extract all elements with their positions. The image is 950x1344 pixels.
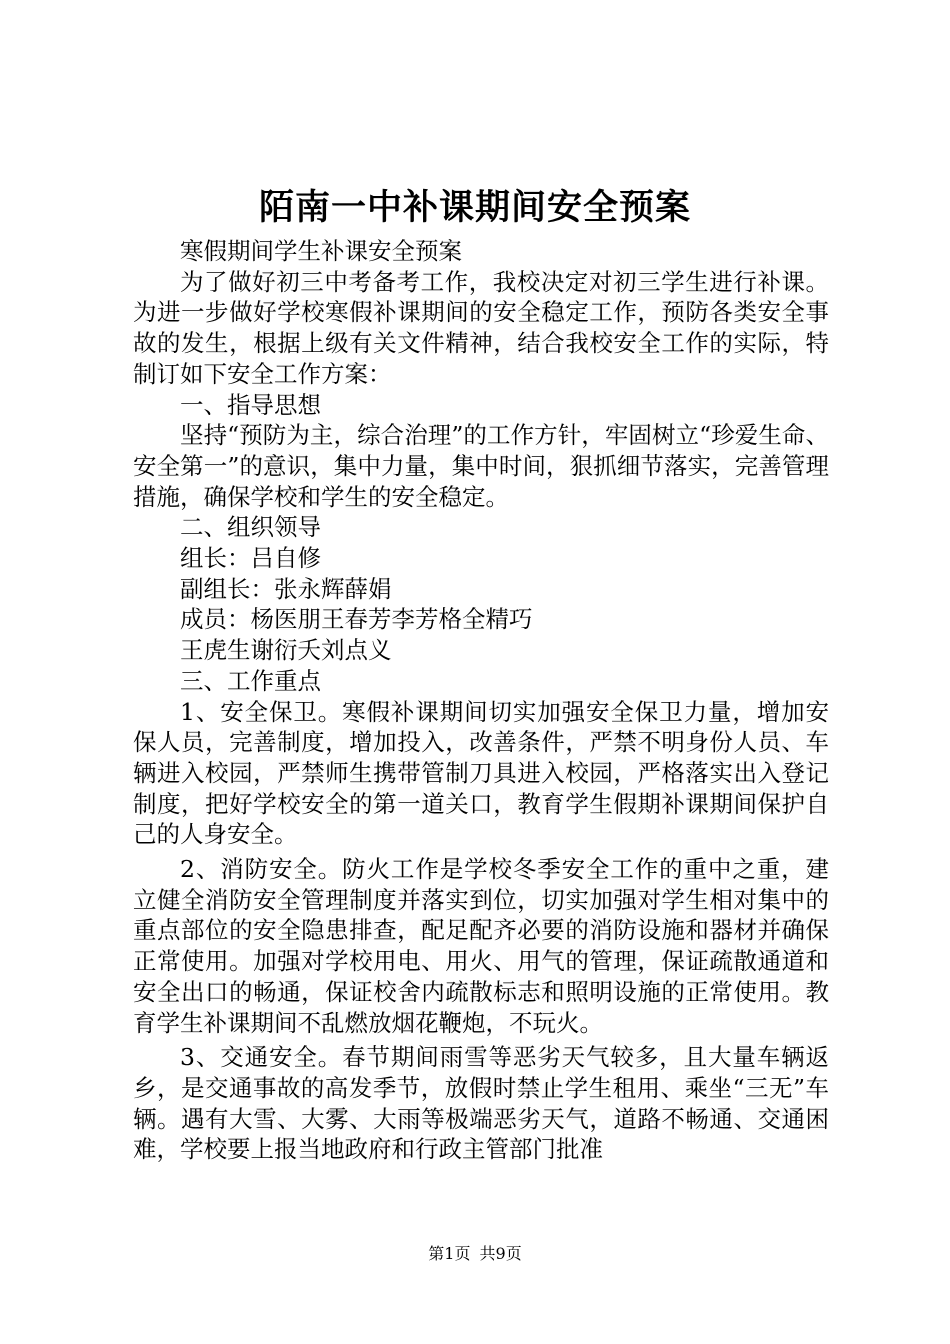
members-line: 成员：杨医朋王春芳李芳格全精巧 <box>180 605 533 634</box>
document-body <box>133 236 829 1165</box>
deputy-leader-line: 副组长：张永辉薛娟 <box>180 574 392 603</box>
fire-safety-paragraph: 2、消防安全。防火工作是学校冬季安全工作的重中之重，建立健全消防安全管理制度并落实到位，切实加强对学生相对集中的重点部位的安全隐患排查，配足配齐必要的消防设施和器材并确保正常使用。加强对学校用电、用火、用气的管理，保证疏散通道和安全出口的畅通，保证校舍内疏散标志和照明设施的正常使用。教育学生补课期间不乱燃放烟花鞭炮，不玩火。 <box>133 855 829 1037</box>
subtitle-paragraph: 寒假期间学生补课安全预案 <box>180 237 462 265</box>
security-paragraph: 1、安全保卫。寒假补课期间切实加强安全保卫力量，增加安保人员，完善制度，增加投入，改善条件，严禁不明身份人员、车辆进入校园，严禁师生携带管制刀具进入校园，严格落实出入登记制度，把好学校安全的第一道关口，教育学生假期补课期间保护自己的人身安全。 <box>133 697 829 849</box>
intro-paragraph: 为了做好初三中考备考工作，我校决定对初三学生进行补课。为进一步做好学校寒假补课期间的安全稳定工作，预防各类安全事故的发生，根据上级有关文件精神，结合我校安全工作的实际，特制订如下安全工作方案： <box>133 267 829 388</box>
page-footer <box>0 1244 950 1264</box>
page-total: 共9页 <box>479 1244 522 1263</box>
team-leader-line: 组长：吕自修 <box>180 544 321 573</box>
members-line-continued: 王虎生谢衍夭刘点义 <box>180 636 392 665</box>
section-heading-organization: 二、组织领导 <box>180 513 321 542</box>
section-heading-guiding-ideology: 一、指导思想 <box>180 390 321 419</box>
traffic-safety-paragraph: 3、交通安全。春节期间雨雪等恶劣天气较多，且大量车辆返乡，是交通事故的高发季节，放假时禁止学生租用、乘坐“三无”车辆。遇有大雪、大雾、大雨等极端恶劣天气，道路不畅通、交通困难，学校要上报当地政府和行政主管部门批准 <box>133 1043 829 1164</box>
document-title: 陌南一中补课期间安全预案 <box>258 187 691 228</box>
page-number: 第1页 <box>428 1244 471 1263</box>
section-heading-key-tasks: 三、工作重点 <box>180 666 321 695</box>
guiding-ideology-paragraph: 坚持“预防为主，综合治理”的工作方针，牢固树立“珍爱生命、安全第一”的意识，集中力量，集中时间，狠抓细节落实，完善管理措施，确保学校和学生的安全稳定。 <box>133 421 829 511</box>
